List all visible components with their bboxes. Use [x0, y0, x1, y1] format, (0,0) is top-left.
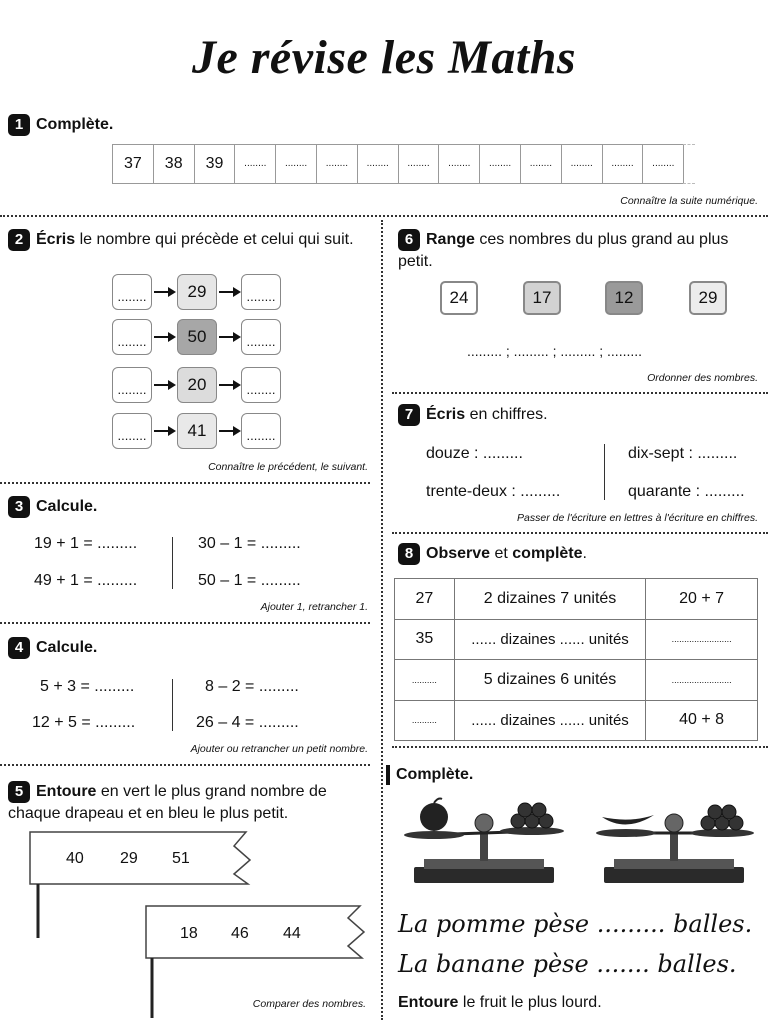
words-to-digits-item[interactable]: trente-deux : ......... [426, 483, 561, 500]
number-to-order: 29 [689, 281, 727, 315]
flag-2-number[interactable]: 46 [231, 925, 249, 942]
exercise-5-hint: Comparer des nombres. [252, 998, 366, 1010]
arrow-right-icon [219, 336, 239, 338]
section-divider [0, 482, 370, 484]
table-blank-cell[interactable]: ...... dizaines ...... unités [454, 619, 645, 660]
arrow-right-icon [219, 291, 239, 293]
scale-banana-icon [594, 795, 758, 890]
given-number-box: 29 [177, 274, 217, 310]
exercise-number-badge: 2 [8, 229, 30, 251]
flag-2-number[interactable]: 44 [283, 925, 301, 942]
exercise-number-badge: 3 [8, 496, 30, 518]
exercise-3-hint: Ajouter 1, retrancher 1. [260, 601, 368, 613]
section-divider [0, 764, 370, 766]
words-to-digits-item[interactable]: quarante : ......... [628, 483, 745, 500]
number-to-order: 12 [605, 281, 643, 315]
cursive-line-banana[interactable]: La banane pèse ....... balles. [398, 950, 737, 978]
words-to-digits-item[interactable]: dix-sept : ......... [628, 445, 738, 462]
exercise-1-hint: Connaître la suite numérique. [620, 195, 758, 207]
table-blank-cell[interactable]: ........................ [646, 660, 758, 701]
exercise-7-header: 7 Écris en chiffres. [398, 404, 548, 426]
words-to-digits-item[interactable]: douze : ......... [426, 445, 523, 462]
exercise-9-header [386, 764, 473, 786]
table-cell: 35 [395, 619, 455, 660]
sequence-blank-cell[interactable]: ........ [603, 145, 644, 183]
sequence-blank-cell[interactable]: ........ [399, 145, 440, 183]
exercise-6-hint: Ordonner des nombres. [647, 372, 758, 384]
flag-1-number[interactable]: 40 [66, 850, 84, 867]
sequence-cell: 38 [154, 145, 195, 183]
calc-line: 30 – 1 = ......... [198, 535, 301, 552]
arrow-right-icon [154, 291, 174, 293]
flag-1-number[interactable]: 51 [172, 850, 190, 867]
exercise-number-badge: 6 [398, 229, 420, 251]
flag-2-number[interactable]: 18 [180, 925, 198, 942]
table-blank-cell[interactable]: ...... dizaines ...... unités [454, 700, 645, 741]
calc-line: 50 – 1 = ......... [198, 572, 301, 589]
predecessor-box[interactable]: ........ [112, 319, 152, 355]
number-to-order: 17 [523, 281, 561, 315]
calc-line: 5 + 3 = ......... [40, 678, 135, 695]
arrow-right-icon [154, 430, 174, 432]
exercise-4-hint: Ajouter ou retrancher un petit nombre. [190, 743, 368, 755]
calc-line: 12 + 5 = ......... [32, 714, 136, 731]
section-divider [0, 215, 768, 217]
ordering-answer-line[interactable]: ......... ; ......... ; ......... ; ......... [467, 343, 643, 359]
sequence-blank-cell[interactable]: ........ [439, 145, 480, 183]
given-number-box: 41 [177, 413, 217, 449]
given-number-box: 20 [177, 367, 217, 403]
table-row [395, 579, 758, 620]
section-divider [392, 532, 768, 534]
sequence-cell: 39 [195, 145, 236, 183]
exercise-7-hint: Passer de l'écriture en lettres à l'écriture en chiffres. [517, 512, 758, 524]
sequence-blank-cell[interactable]: ........ [235, 145, 276, 183]
section-divider [0, 622, 370, 624]
cursive-line-apple[interactable]: La pomme pèse ......... balles. [398, 910, 753, 938]
table-row [395, 660, 758, 701]
exercise-1-header [8, 114, 113, 136]
exercise-number-badge: 5 [8, 781, 30, 803]
tens-units-table [394, 578, 758, 741]
column-divider [381, 220, 383, 1020]
sequence-blank-cell[interactable]: ........ [480, 145, 521, 183]
table-cell: 5 dizaines 6 unités [454, 660, 645, 701]
sequence-blank-cell[interactable]: ........ [562, 145, 603, 183]
exercise-2-hint: Connaître le précédent, le suivant. [208, 461, 368, 473]
sequence-blank-cell[interactable]: ........ [317, 145, 358, 183]
exercise-number-badge: 4 [8, 637, 30, 659]
exercise-number-badge: 8 [398, 543, 420, 565]
exercise-3-header: 3 Calcule. [8, 496, 97, 518]
table-cell: 20 + 7 [646, 579, 758, 620]
arrow-right-icon [219, 430, 239, 432]
number-to-order: 24 [440, 281, 478, 315]
calc-line: 19 + 1 = ......... [34, 535, 138, 552]
successor-box[interactable]: ........ [241, 367, 281, 403]
table-blank-cell[interactable]: .......... [395, 700, 455, 741]
successor-box[interactable]: ........ [241, 413, 281, 449]
exercise-number-badge: 1 [8, 114, 30, 136]
table-blank-cell[interactable]: ........................ [646, 619, 758, 660]
exercise-9-final-instruction: Entoure le fruit le plus lourd. [398, 994, 602, 1011]
exercise-8-header: 8 Observe et complète. [398, 543, 587, 565]
table-cell: 40 + 8 [646, 700, 758, 741]
table-cell: 27 [395, 579, 455, 620]
calc-line: 8 – 2 = ......... [205, 678, 299, 695]
table-blank-cell[interactable]: .......... [395, 660, 455, 701]
section-divider [392, 392, 768, 394]
scale-apple-icon [404, 795, 564, 890]
sequence-blank-cell[interactable]: ........ [276, 145, 317, 183]
predecessor-box[interactable]: ........ [112, 413, 152, 449]
successor-box[interactable]: ........ [241, 319, 281, 355]
exercise-number-badge: 7 [398, 404, 420, 426]
table-row [395, 619, 758, 660]
section-divider [392, 746, 768, 748]
sequence-cell: 37 [113, 145, 154, 183]
page-title: Je révise les Maths [191, 31, 577, 84]
exercise-1-instruction: Complète. [36, 116, 114, 134]
calc-line: 26 – 4 = ......... [196, 714, 299, 731]
sequence-blank-cell[interactable]: ........ [521, 145, 562, 183]
predecessor-box[interactable]: ........ [112, 274, 152, 310]
calc-line: 49 + 1 = ......... [34, 572, 138, 589]
table-cell: 2 dizaines 7 unités [454, 579, 645, 620]
arrow-right-icon [154, 384, 174, 386]
exercise-5-header: 5 Entoure en vert le plus grand nombre de chaque drapeau et en bleu le plus petit. [8, 783, 327, 823]
arrow-right-icon [219, 384, 239, 386]
exercise-9-instruction: Complète. [396, 766, 474, 783]
sequence-blank-cell[interactable]: ........ [643, 145, 684, 183]
predecessor-box[interactable]: ........ [112, 367, 152, 403]
arrow-right-icon [154, 336, 174, 338]
successor-box[interactable]: ........ [241, 274, 281, 310]
exercise-2-header: 2 Écris le nombre qui précède et celui qui suit. [8, 229, 358, 251]
table-row [395, 700, 758, 741]
given-number-box: 50 [177, 319, 217, 355]
sequence-blank-cell[interactable]: ........ [358, 145, 399, 183]
exercise-4-header: 4 Calcule. [8, 637, 97, 659]
flag-1-number[interactable]: 29 [120, 850, 138, 867]
exercise-6-header: 6 Range ces nombres du plus grand au plus petit. [398, 231, 729, 271]
number-sequence-strip [112, 144, 683, 184]
